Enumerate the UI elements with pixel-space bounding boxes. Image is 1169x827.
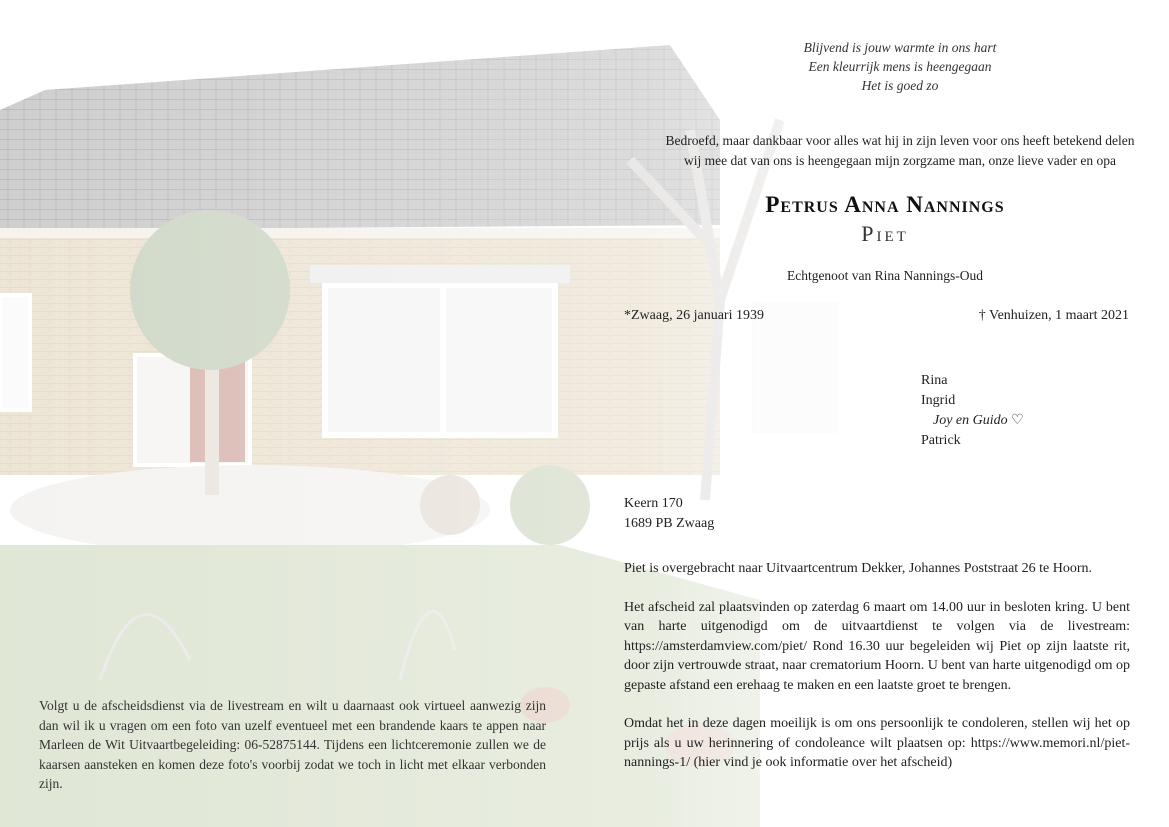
poem-line: Blijvend is jouw warmte in ons hart [803,40,997,55]
birth-info: *Zwaag, 26 januari 1939 [624,308,764,323]
correspondence-address [624,494,714,534]
details-paragraph: Omdat het in deze dagen moeilijk is om ons persoonlijk te condoleren, stellen wij het op prijs als u uw herinnering of condoleance wilt plaatsen op: https://www.memori.nl/piet-nannings-1/ (hier vind je ook informatie over het afscheid) [624,716,1130,770]
family-member: Rina [921,373,948,388]
deceased-nickname: Piet [861,221,909,246]
poem [600,38,1169,95]
poem-line: Een kleurrijk mens is heengegaan [808,59,992,74]
funeral-details [624,559,1130,792]
details-paragraph: Het afscheid zal plaatsvinden op zaterdag 6 maart om 14.00 uur in besloten kring. U bent van harte uitgenodigd om de uitvaartdienst te volgen via de livestream: https://amsterdamview.com/piet/ Rond 16.30 uur begeleiden wij Piet op zijn laatste rit, door zijn vertrouwde straat, naar crematorium Hoorn. U bent van harte uitgenodigd om op gepaste afstand een erehaag te maken en een laatste groet te brengen. [624,599,1130,693]
address-line: 1689 PB Zwaag [624,516,715,531]
deceased-name: Petrus Anna Nannings [765,192,1005,217]
spouse-line: Echtgenoot van Rina Nannings-Oud [786,268,984,283]
address-line: Keern 170 [624,496,683,511]
livestream-note: Volgt u de afscheidsdienst via de livestream en wilt u daarnaast ook virtueel aanwezig zijn dan wil ik u vragen om een foto van uzelf eventueel met een brandende kaars te appen naar Marleen de Wit Uitvaartbegeleiding: 06-52875144. Tijdens een lichtceremonie zullen we de kaarsen aansteken en komen deze foto's voorbij zodat we toch in licht met elkaar verbonden zijn. [39,698,546,791]
announcement-intro [600,131,1169,171]
intro-line: Bedroefd, maar dankbaar voor alles wat hij in zijn leven voor ons heeft betekend delen [665,133,1135,148]
intro-line: wij mee dat van ons is heengegaan mijn zorgzame man, onze lieve vader en opa [684,153,1116,168]
death-info: † Venhuizen, 1 maart 2021 [978,308,1129,323]
family-member: Patrick [921,433,961,448]
details-paragraph: Piet is overgebracht naar Uitvaartcentrum Dekker, Johannes Poststraat 26 te Hoorn. [624,561,1093,576]
family-list [921,371,1024,451]
family-member: Ingrid [921,393,956,408]
poem-line: Het is goed zo [861,78,939,93]
grandchildren: Joy en Guido ♡ [933,413,1024,428]
